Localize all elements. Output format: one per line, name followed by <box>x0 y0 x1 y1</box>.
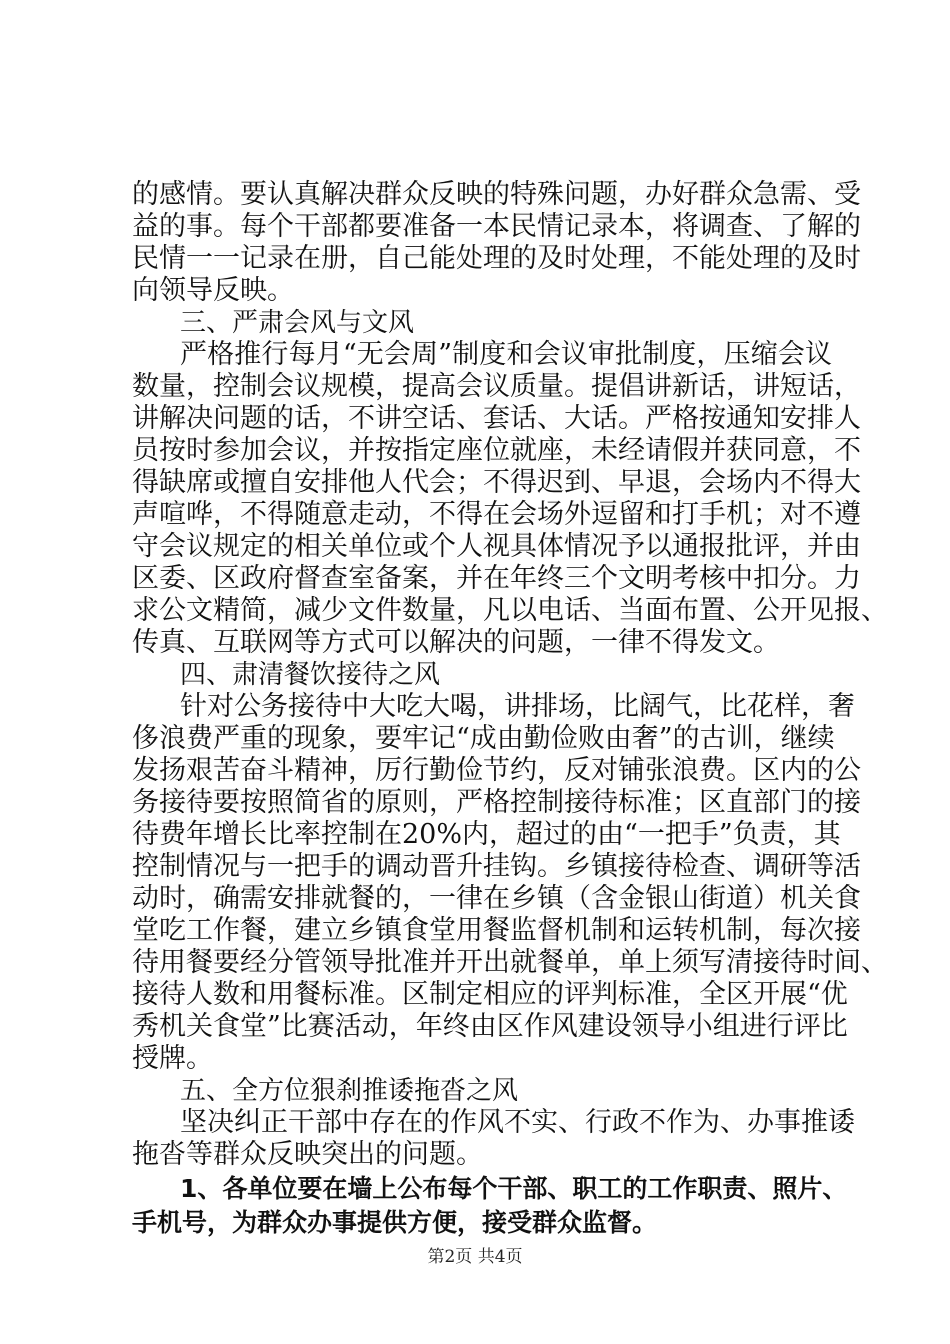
paragraph-line: 拖沓等群众反映突出的问题。 <box>132 1139 483 1170</box>
paragraph-line: 益的事。每个干部都要准备一本民情记录本，将调查、了解的 <box>132 211 861 242</box>
paragraph-line: 待用餐要经分管领导批准并开出就餐单，单上须写清接待时间、 <box>132 947 888 978</box>
paragraph-line: 严格推行每月“无会周”制度和会议审批制度，压缩会议 <box>180 339 832 370</box>
paragraph-line: 声喧哗，不得随意走动，不得在会场外逗留和打手机；对不遵 <box>132 499 861 530</box>
paragraph-line: 向领导反映。 <box>132 275 294 306</box>
paragraph-line: 针对公务接待中大吃大喝，讲排场，比阔气，比花样，奢 <box>180 691 855 722</box>
paragraph-line: 接待人数和用餐标准。区制定相应的评判标准，全区开展“优 <box>132 979 848 1010</box>
page-footer: 第2页 共4页 <box>427 1247 523 1267</box>
section-heading: 四、肃清餐饮接待之风 <box>180 660 441 690</box>
bold-paragraph-line: 1、各单位要在墙上公布每个干部、职工的工作职责、照片、 <box>180 1174 848 1203</box>
paragraph-line: 区委、区政府督查室备案，并在年终三个文明考核中扣分。力 <box>132 563 861 594</box>
paragraph-line: 坚决纠正干部中存在的作风不实、行政不作为、办事推诿 <box>180 1107 855 1138</box>
paragraph-line: 讲解决问题的话，不讲空话、套话、大话。严格按通知安排人 <box>132 403 861 434</box>
paragraph-line: 的感情。要认真解决群众反映的特殊问题，办好群众急需、受 <box>132 179 861 210</box>
bold-paragraph-line: 手机号，为群众办事提供方便，接受群众监督。 <box>132 1208 658 1237</box>
paragraph-line: 动时，确需安排就餐的，一律在乡镇（含金银山街道）机关食 <box>132 883 861 914</box>
paragraph-line: 民情一一记录在册，自己能处理的及时处理，不能处理的及时 <box>132 243 861 274</box>
paragraph-line: 秀机关食堂”比赛活动，年终由区作风建设领导小组进行评比 <box>132 1011 848 1042</box>
paragraph-line: 得缺席或擅自安排他人代会；不得迟到、早退，会场内不得大 <box>132 467 861 498</box>
paragraph-line: 传真、互联网等方式可以解决的问题，一律不得发文。 <box>132 627 780 658</box>
paragraph-line: 守会议规定的相关单位或个人视具体情况予以通报批评，并由 <box>132 531 861 562</box>
section-heading: 三、严肃会风与文风 <box>180 308 415 338</box>
paragraph-line: 发扬艰苦奋斗精神，厉行勤俭节约，反对铺张浪费。区内的公 <box>132 755 861 786</box>
paragraph-line: 务接待要按照简省的原则，严格控制接待标准；区直部门的接 <box>132 787 861 818</box>
paragraph-line: 侈浪费严重的现象，要牢记“成由勤俭败由奢”的古训，继续 <box>132 723 835 754</box>
paragraph-line: 待费年增长比率控制在20%内，超过的由“一把手”负责，其 <box>132 819 841 850</box>
paragraph-line: 求公文精简，减少文件数量，凡以电话、当面布置、公开见报、 <box>132 595 888 626</box>
paragraph-line: 控制情况与一把手的调动晋升挂钩。乡镇接待检查、调研等活 <box>132 851 861 882</box>
paragraph-line: 授牌。 <box>132 1043 213 1074</box>
paragraph-line: 堂吃工作餐，建立乡镇食堂用餐监督机制和运转机制，每次接 <box>132 915 861 946</box>
paragraph-line: 员按时参加会议，并按指定座位就座，未经请假并获同意，不 <box>132 435 861 466</box>
section-heading: 五、全方位狠刹推诿拖沓之风 <box>180 1076 519 1106</box>
paragraph-line: 数量，控制会议规模，提高会议质量。提倡讲新话，讲短话， <box>132 371 861 402</box>
